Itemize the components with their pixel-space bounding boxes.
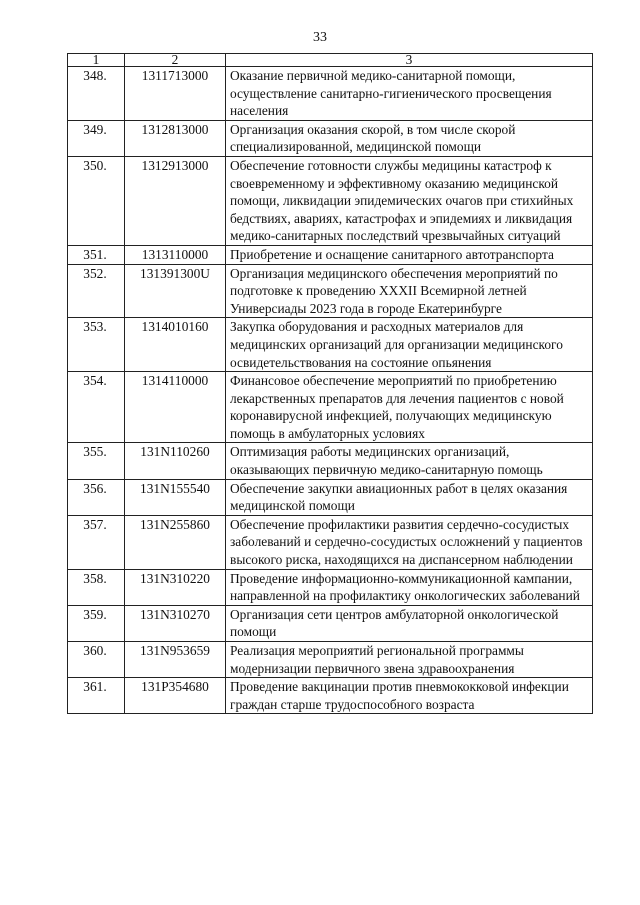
row-code: 131391300U xyxy=(125,264,226,318)
row-number: 351. xyxy=(68,245,125,264)
row-number: 353. xyxy=(68,318,125,372)
row-code: 1312913000 xyxy=(125,156,226,245)
row-name: Организация медицинского обеспечения мероприятий по подготовке к проведению XXXII Всемирной летней Универсиады 2023 года в городе Екатеринбурге xyxy=(226,264,593,318)
row-code: 1311713000 xyxy=(125,67,226,121)
table-row xyxy=(68,479,593,515)
table-row xyxy=(68,605,593,641)
row-name: Проведение вакцинации против пневмококковой инфекции граждан старше трудоспособного возраста xyxy=(226,678,593,714)
table-row xyxy=(68,120,593,156)
row-number: 357. xyxy=(68,515,125,569)
row-number: 348. xyxy=(68,67,125,121)
budget-classification-table xyxy=(67,53,593,714)
table-row xyxy=(68,245,593,264)
row-number: 356. xyxy=(68,479,125,515)
row-code: 131P354680 xyxy=(125,678,226,714)
row-name: Обеспечение закупки авиационных работ в целях оказания медицинской помощи xyxy=(226,479,593,515)
table-header-row xyxy=(68,54,593,67)
row-number: 358. xyxy=(68,569,125,605)
row-number: 350. xyxy=(68,156,125,245)
row-name: Обеспечение готовности службы медицины катастроф к своевременному и эффективному оказанию медицинской помощи, ликвидации эпидемических очагов при стихийных бедствиях, авариях, катастрофах и эпидемиях и ликвидация медико-санитарных последствий чрезвычайных ситуаций xyxy=(226,156,593,245)
table-row xyxy=(68,372,593,443)
table-row xyxy=(68,642,593,678)
row-name: Закупка оборудования и расходных материалов для медицинских организаций для организации медицинского освидетельствования на состояние опьянения xyxy=(226,318,593,372)
row-code: 1314010160 xyxy=(125,318,226,372)
row-number: 355. xyxy=(68,443,125,479)
row-code: 131N110260 xyxy=(125,443,226,479)
page-number: 33 xyxy=(313,30,327,45)
row-number: 359. xyxy=(68,605,125,641)
row-number: 349. xyxy=(68,120,125,156)
header-col-1: 1 xyxy=(68,54,125,67)
row-name: Приобретение и оснащение санитарного автотранспорта xyxy=(226,245,593,264)
row-name: Организация сети центров амбулаторной онкологической помощи xyxy=(226,605,593,641)
row-name: Реализация мероприятий региональной программы модернизации первичного звена здравоохранения xyxy=(226,642,593,678)
table-row xyxy=(68,318,593,372)
row-name: Оказание первичной медико-санитарной помощи, осуществление санитарно-гигиенического просвещения населения xyxy=(226,67,593,121)
row-code: 131N255860 xyxy=(125,515,226,569)
header-col-2: 2 xyxy=(125,54,226,67)
row-code: 1314110000 xyxy=(125,372,226,443)
table-row xyxy=(68,264,593,318)
row-code: 131N310220 xyxy=(125,569,226,605)
row-code: 1313110000 xyxy=(125,245,226,264)
table-row xyxy=(68,67,593,121)
row-number: 360. xyxy=(68,642,125,678)
row-code: 131N155540 xyxy=(125,479,226,515)
row-name: Финансовое обеспечение мероприятий по приобретению лекарственных препаратов для лечения пациентов с новой коронавирусной инфекцией, получающих медицинскую помощь в амбулаторных условиях xyxy=(226,372,593,443)
table-row xyxy=(68,515,593,569)
table-row xyxy=(68,678,593,714)
row-number: 352. xyxy=(68,264,125,318)
row-number: 354. xyxy=(68,372,125,443)
row-name: Оптимизация работы медицинских организаций, оказывающих первичную медико-санитарную помощь xyxy=(226,443,593,479)
table-row xyxy=(68,569,593,605)
header-col-3: 3 xyxy=(226,54,593,67)
table-row xyxy=(68,156,593,245)
row-code: 131N310270 xyxy=(125,605,226,641)
table-row xyxy=(68,443,593,479)
row-code: 1312813000 xyxy=(125,120,226,156)
row-code: 131N953659 xyxy=(125,642,226,678)
row-number: 361. xyxy=(68,678,125,714)
row-name: Проведение информационно-коммуникационной кампании, направленной на профилактику онкологических заболеваний xyxy=(226,569,593,605)
row-name: Обеспечение профилактики развития сердечно-сосудистых заболеваний и сердечно-сосудистых осложнений у пациентов высокого риска, находящихся на диспансерном наблюдении xyxy=(226,515,593,569)
row-name: Организация оказания скорой, в том числе скорой специализированной, медицинской помощи xyxy=(226,120,593,156)
